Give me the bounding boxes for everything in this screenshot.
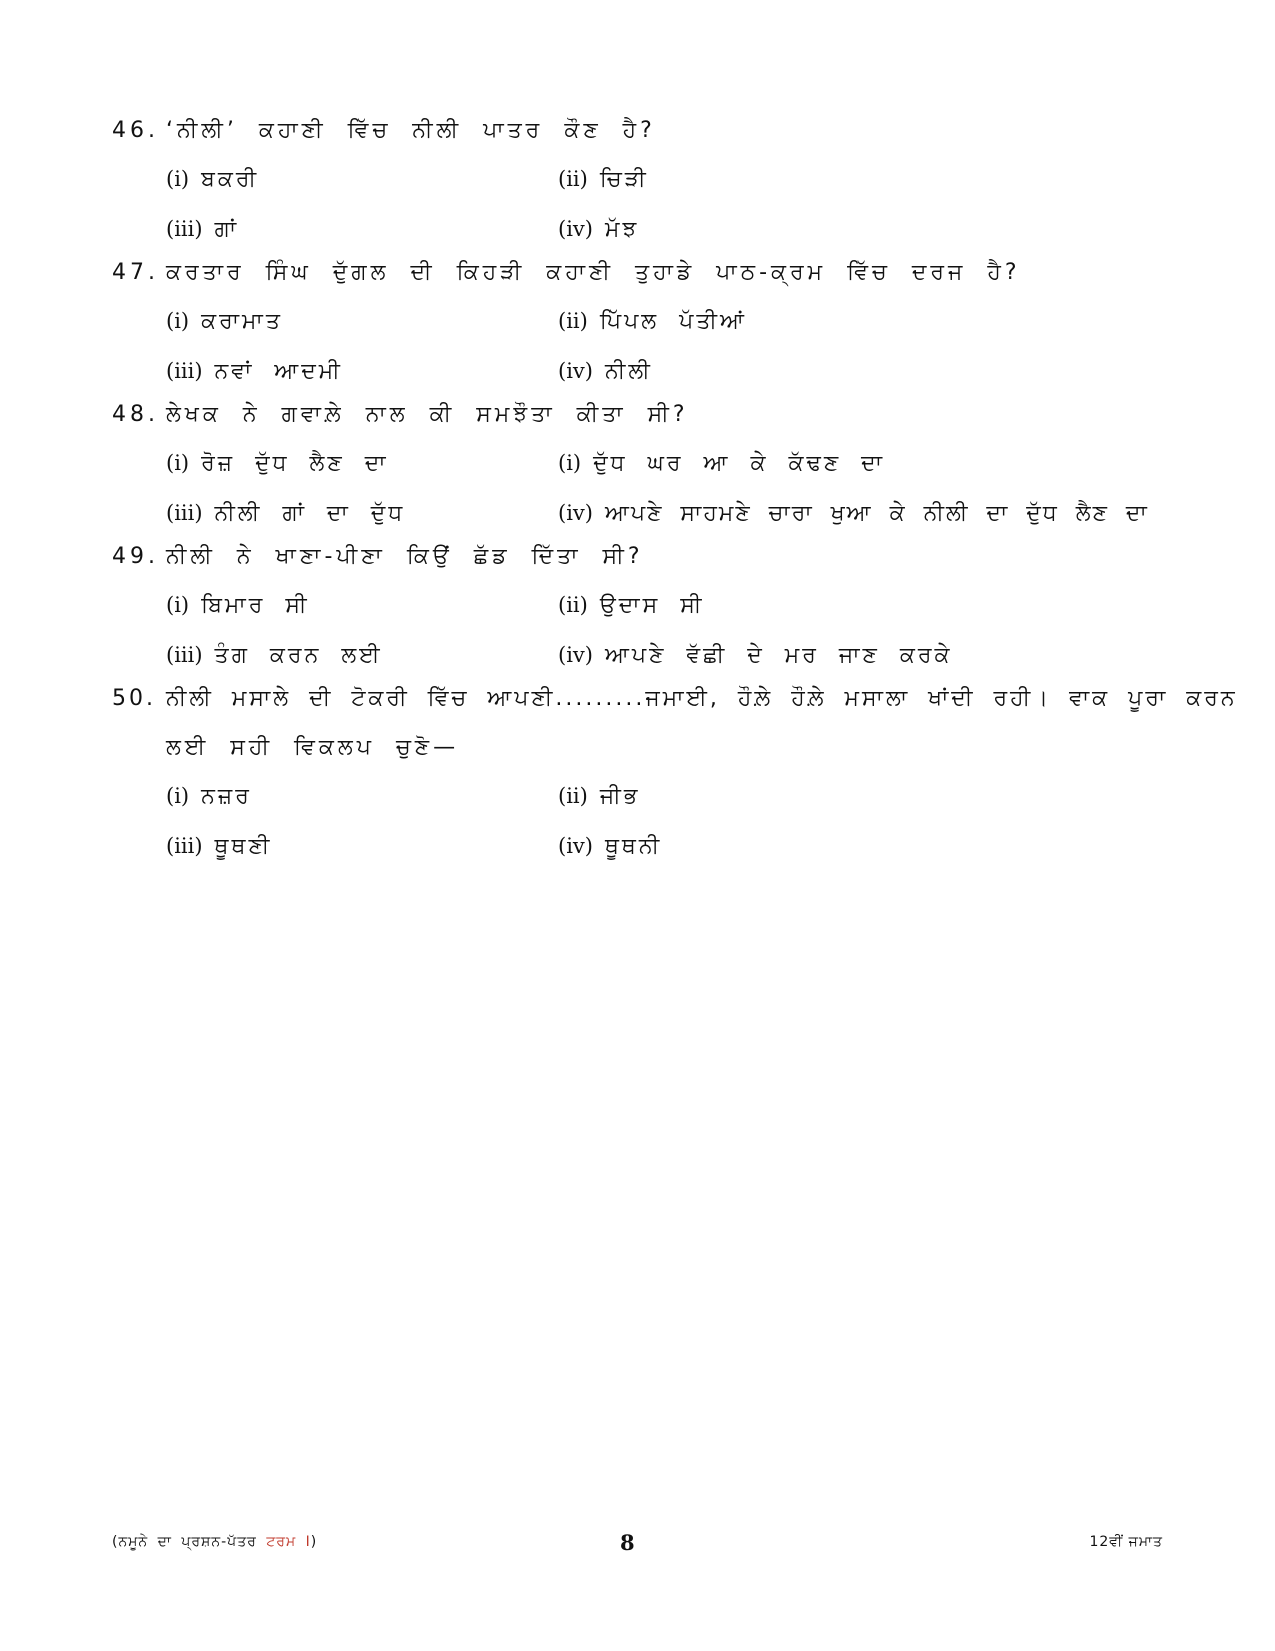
option-iii[interactable]: (iii) ਥੂਥਣੀ [166,834,273,859]
option-i[interactable]: (i) ਬਕਰੀ [166,167,260,192]
option-i[interactable]: (i) ਕਰਾਮਾਤ [166,309,283,334]
option-iv[interactable]: (iv) ਆਪਣੇ ਵੱਛੀ ਦੇ ਮਰ ਜਾਣ ਕਰਕੇ [558,643,953,668]
question-text: ‘ਨੀਲੀ’ ਕਹਾਣੀ ਵਿੱਚ ਨੀਲੀ ਪਾਤਰ ਕੌਣ ਹੈ? [166,118,656,143]
question-47 [112,248,1172,397]
question-number: 50. [112,686,156,711]
option-iii[interactable]: (iii) ਨੀਲੀ ਗਾਂ ਦਾ ਦੁੱਧ [166,501,406,526]
option-ii[interactable]: (ii) ਪਿੱਪਲ ਪੱਤੀਆਂ [558,309,748,334]
question-48 [112,390,1172,539]
option-iv[interactable]: (iv) ਆਪਣੇ ਸਾਹਮਣੇ ਚਾਰਾ ਖੁਆ ਕੇ ਨੀਲੀ ਦਾ ਦੁੱਧ ਲੈਣ ਦਾ [558,501,1149,526]
option-iv[interactable]: (iv) ਮੱਝ [558,217,640,242]
option-i[interactable]: (i) ਨਜ਼ਰ [166,784,252,809]
question-number: 49. [112,544,159,569]
options-grid [112,439,1172,539]
question-number: 48. [112,402,159,427]
options-grid [112,581,1172,681]
question-46 [112,106,1172,255]
option-i[interactable]: (i) ਰੋਜ਼ ਦੁੱਧ ਲੈਣ ਦਾ [166,451,389,476]
option-iii[interactable]: (iii) ਨਵਾਂ ਆਦਮੀ [166,359,343,384]
footer-paper-title: (ਨਮੂਨੇ ਦਾ ਪ੍ਰਸ਼ਨ-ਪੱਤਰ ਟਰਮ I) [112,1534,318,1550]
option-iv[interactable]: (iv) ਥੂਥਨੀ [558,834,663,859]
page-number: 8 [620,1530,635,1555]
question-49 [112,532,1172,681]
question-text: ਕਰਤਾਰ ਸਿੰਘ ਦੁੱਗਲ ਦੀ ਕਿਹੜੀ ਕਹਾਣੀ ਤੁਹਾਡੇ ਪਾਠ-ਕ੍ਰਮ ਵਿੱਚ ਦਰਜ ਹੈ? [166,260,1021,285]
option-i[interactable]: (i) ਬਿਮਾਰ ਸੀ [166,593,310,618]
question-number: 46. [112,118,159,143]
question-text-continued: ਲਈ ਸਹੀ ਵਿਕਲਪ ਚੁਣੋ— [166,735,460,760]
question-number: 47. [112,260,159,285]
option-ii[interactable]: (ii) ਚਿੜੀ [558,167,649,192]
options-grid [112,297,1172,397]
option-iii[interactable]: (iii) ਤੰਗ ਕਰਨ ਲਈ [166,643,383,668]
question-text: ਨੀਲੀ ਮਸਾਲੇ ਦੀ ਟੋਕਰੀ ਵਿੱਚ ਆਪਣੀ.........ਜਮਾਈ, ਹੌਲ਼ੇ ਹੌਲ਼ੇ ਮਸਾਲਾ ਖਾਂਦੀ ਰਹੀ। ਵਾਕ ਪੂਰਾ ਕਰਨ [166,686,1238,711]
option-ii[interactable]: (i) ਦੁੱਧ ਘਰ ਆ ਕੇ ਕੱਢਣ ਦਾ [558,451,885,476]
question-50 [112,674,1238,872]
footer-class: 12ਵੀਂ ਜਮਾਤ [1089,1534,1163,1550]
options-grid [112,772,1172,872]
page-footer [0,1530,1275,1560]
question-text: ਨੀਲੀ ਨੇ ਖਾਣਾ-ਪੀਣਾ ਕਿਉਂ ਛੱਡ ਦਿੱਤਾ ਸੀ? [166,544,644,569]
option-ii[interactable]: (ii) ਉਦਾਸ ਸੀ [558,593,705,618]
footer-term: ਟਰਮ I [266,1534,311,1550]
option-ii[interactable]: (ii) ਜੀਭ [558,784,641,809]
option-iii[interactable]: (iii) ਗਾਂ [166,217,240,242]
option-iv[interactable]: (iv) ਨੀਲੀ [558,359,653,384]
question-text: ਲੇਖਕ ਨੇ ਗਵਾਲ਼ੇ ਨਾਲ ਕੀ ਸਮਝੌਤਾ ਕੀਤਾ ਸੀ? [166,402,689,427]
options-grid [112,155,1172,255]
